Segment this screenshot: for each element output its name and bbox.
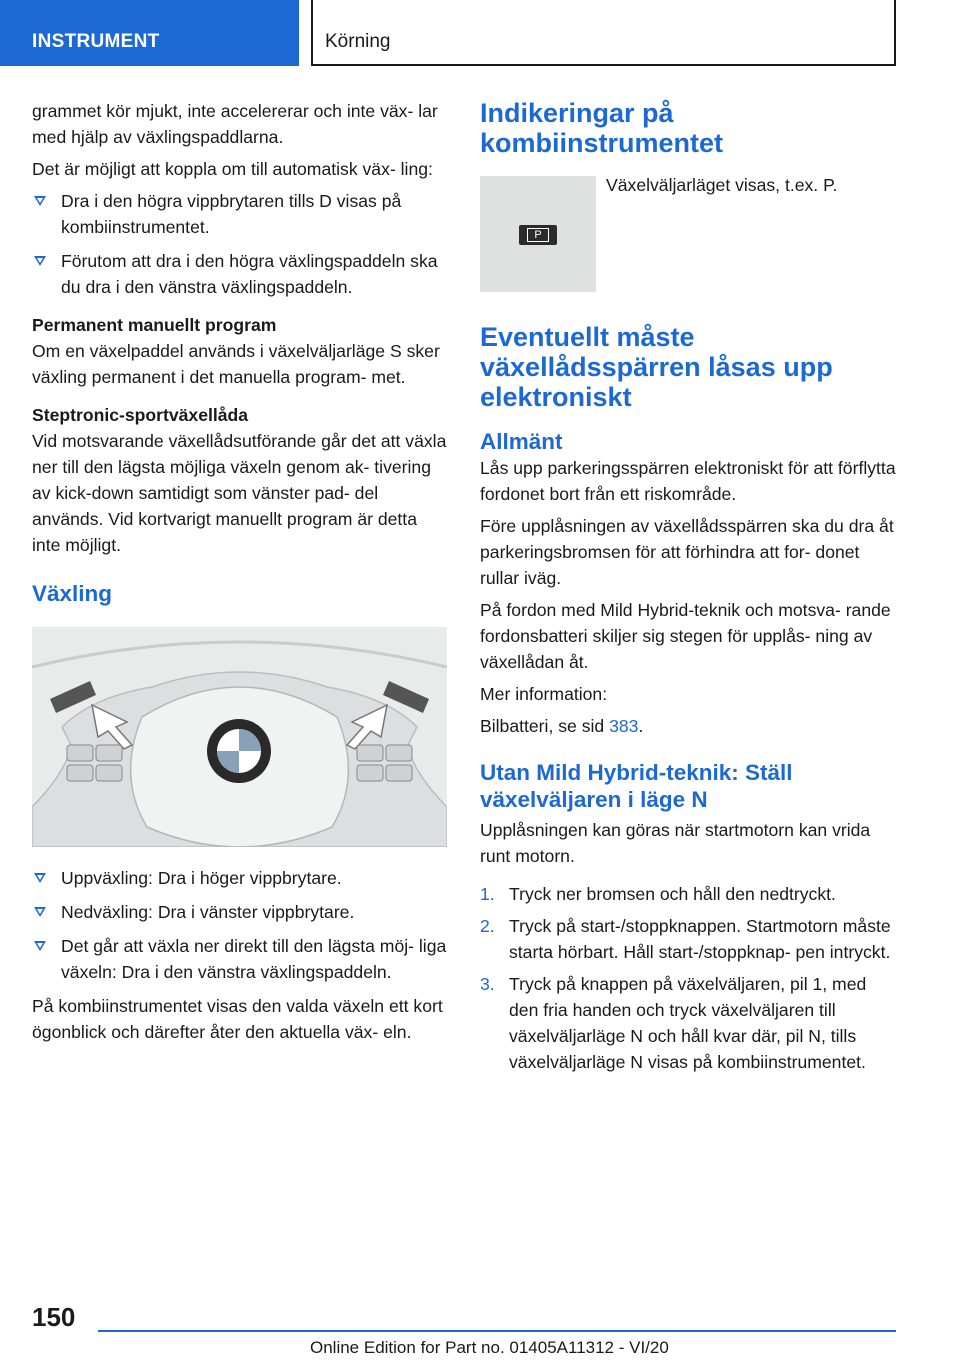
paragraph: Om en växelpaddel används i växelväljarläge S sker växling permanent i det manuella program‐ met. <box>32 341 440 387</box>
list-item: 1. Tryck ner bromsen och håll den nedtryckt. <box>480 884 836 904</box>
triangle-bullet-icon <box>34 941 46 951</box>
footer-divider <box>98 1330 896 1332</box>
paragraph: Vid motsvarande växellådsutförande går det att växla ner till den lägsta möjliga växeln genom ak‐ tivering av kick-down samtidigt som vänster pad‐ del används. Vid kortvarigt manuellt program är detta inte möjligt. <box>32 431 447 555</box>
triangle-bullet-icon <box>34 907 46 917</box>
triangle-bullet-icon <box>34 873 46 883</box>
section-heading: Eventuellt måste växellådsspärren låsas upp elektroniskt <box>480 322 833 412</box>
numbered-list <box>480 881 898 1075</box>
paragraph: På fordon med Mild Hybrid-teknik och motsva‐ rande fordonsbatteri skiljer sig stegen för upplås‐ ning av växellådan åt. <box>480 600 891 672</box>
section-tab: INSTRUMENT <box>0 0 299 66</box>
gear-display-panel <box>519 225 557 245</box>
list-item: Det går att växla ner direkt till den lägsta möj‐ liga växeln: Dra i den vänstra växlingspaddeln. <box>32 933 450 985</box>
list-item: Förutom att dra i den högra växlingspaddeln ska du dra i den vänstra växlingspaddeln. <box>32 248 450 300</box>
chapter-title: Körning <box>311 0 896 66</box>
paragraph: Lås upp parkeringsspärren elektroniskt för att förflytta fordonet bort från ett riskområde. <box>480 458 896 504</box>
list-item: Dra i den högra vippbrytaren tills D visas på kombiinstrumentet. <box>32 188 450 240</box>
section-heading: Indikeringar på kombiinstrumentet <box>480 98 724 158</box>
image-caption: Växelväljarläget visas, t.ex. P. <box>606 175 838 195</box>
gear-letter: P <box>527 228 549 242</box>
edition-note: Online Edition for Part no. 01405A11312 - VI/20 <box>310 1338 669 1357</box>
list-item: 3. Tryck på knappen på växelväljaren, pil 1, med den fria handen och tryck växelväljaren till växelväljarläge N och håll kvar där, pil N, tills växelväljarläge N visas på kombiinstrumentet. <box>480 974 867 1072</box>
section-heading: Växling <box>32 581 113 606</box>
subsection-heading: Allmänt <box>480 429 563 454</box>
subsection-heading: Utan Mild Hybrid-teknik: Ställ växelväljaren i läge N <box>480 760 793 812</box>
paragraph: Det är möjligt att koppla om till automatisk väx‐ ling: <box>32 159 433 179</box>
paragraph: Mer information: <box>480 684 608 704</box>
paragraph: Före upplåsningen av växellådsspärren ska du dra åt parkeringsbromsen för att förhindra att for‐ donet rullar iväg. <box>480 516 894 588</box>
list-item: Uppväxling: Dra i höger vippbrytare. <box>32 865 450 891</box>
bullet-list <box>32 865 450 985</box>
paragraph: Upplåsningen kan göras när startmotorn kan vrida runt motorn. <box>480 820 871 866</box>
left-column <box>32 98 450 1051</box>
paragraph: På kombiinstrumentet visas den valda växeln ett kort ögonblick och därefter åter den aktuella väx‐ eln. <box>32 996 443 1042</box>
page-header <box>0 0 960 66</box>
subheading: Steptronic-sportväxellåda <box>32 405 249 425</box>
steering-wheel-illustration <box>32 627 447 847</box>
triangle-bullet-icon <box>34 256 46 266</box>
steering-wheel-drawing <box>32 627 447 847</box>
gear-indicator-block <box>480 176 898 292</box>
list-item: Nedväxling: Dra i vänster vippbrytare. <box>32 899 450 925</box>
subheading: Permanent manuellt program <box>32 315 277 335</box>
gear-display-illustration <box>480 176 596 292</box>
triangle-bullet-icon <box>34 196 46 206</box>
page-reference-link[interactable]: 383 <box>609 716 639 736</box>
paragraph: grammet kör mjukt, inte accelererar och inte väx‐ lar med hjälp av växlingspaddlarna. <box>32 101 438 147</box>
list-item: 2. Tryck på start-/stoppknappen. Startmotorn måste starta hörbart. Håll start-/stoppknap‐ pen intryckt. <box>480 916 891 962</box>
page-number: 150 <box>32 1302 76 1332</box>
paragraph: Bilbatteri, se sid 383. <box>480 716 644 736</box>
right-column <box>480 98 898 1081</box>
bullet-list <box>32 188 450 300</box>
